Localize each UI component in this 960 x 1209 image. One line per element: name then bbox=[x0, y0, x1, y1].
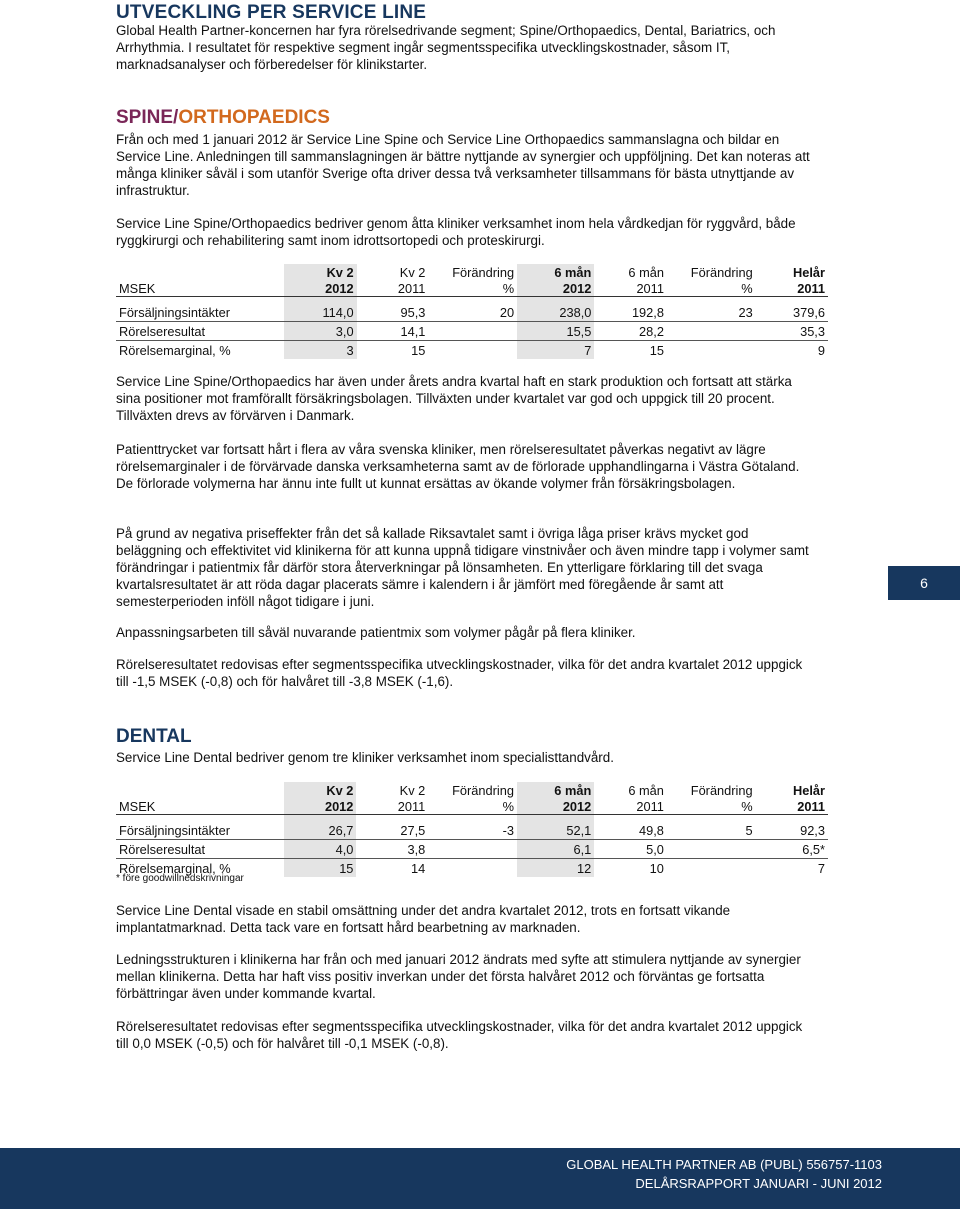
dental-footnote: * före goodwillnedskrivningar bbox=[116, 873, 244, 884]
footer-report-title: DELÅRSRAPPORT JANUARI - JUNI 2012 bbox=[635, 1176, 882, 1191]
col-header: Förändring bbox=[690, 265, 753, 280]
table-cell: 14,1 bbox=[357, 322, 429, 341]
col-header: % bbox=[667, 280, 756, 297]
table-cell: 28,2 bbox=[594, 322, 667, 341]
dental-heading: DENTAL bbox=[116, 726, 192, 747]
table-cell bbox=[667, 840, 756, 859]
row-label: Rörelsemarginal, % bbox=[116, 341, 284, 360]
intro-paragraph: Global Health Partner-koncernen har fyra rörelsedrivande segment; Spine/Orthopaedics, Dental, Bariatrics, och Arrhythmia. I resultatet för respektive segment ingår segmentsspecifika utvecklingskostnader, såsom IT, marknadsanalyser och förberedelser för klinikstarter. bbox=[116, 23, 776, 72]
table-header-row bbox=[116, 264, 828, 280]
col-header: 6 mån bbox=[628, 265, 664, 280]
row-label: Rörelsemarginal, % bbox=[116, 859, 284, 878]
dental-paragraph-4: Rörelseresultatet redovisas efter segmentsspecifika utvecklingskostnader, vilka för det andra kvartalet 2012 uppgick till 0,0 MSEK (-0,5) och för halvåret till -0,1 MSEK (-0,8). bbox=[116, 1019, 803, 1051]
dental-paragraph-3: Ledningsstrukturen i klinikerna har från och med januari 2012 ändrats med syfte att stimulera nyttjande av synergier mellan klinikerna. Detta har haft viss positiv inverkan under det första halvåret 2012 och förväntas ge fortsatta förbättringar även under kommande kvartal. bbox=[116, 952, 801, 1001]
table-cell: 15 bbox=[284, 859, 356, 878]
table-cell: 15 bbox=[357, 341, 429, 360]
row-label: Försäljningsintäkter bbox=[119, 822, 230, 838]
spine-paragraph-5: På grund av negativa priseffekter från det så kallade Riksavtalet samt i övriga låga priser krävs mycket god beläggning och effektivitet vid klinikerna för att kunna uppnå tidigare vinstnivåer och även mindre tapp i volymer samt förändringar i patientmix får därför stora återverkningar på lönsamheten. En ytterligare förklaring till det svaga kvartalsresultatet är att röda dagar placerats sämre i kalendern i år jämfört med föregående år samt att semesterperioden inföll något tidigare i juni. bbox=[116, 526, 809, 609]
table-cell: 35,3 bbox=[756, 322, 828, 341]
page-footer bbox=[0, 1148, 960, 1209]
table-cell: 10 bbox=[594, 859, 667, 878]
table-cell: 192,8 bbox=[631, 304, 664, 320]
col-header: % bbox=[428, 280, 517, 297]
spine-paragraph-7: Rörelseresultatet redovisas efter segmentsspecifika utvecklingskostnader, vilka för det andra kvartalet 2012 uppgick till -1,5 MSEK (-0,8) och för halvåret till -3,8 MSEK (-1,6). bbox=[116, 657, 803, 689]
col-header: 2012 bbox=[284, 280, 356, 297]
row-label: Försäljningsintäkter bbox=[119, 304, 230, 320]
table-header-row bbox=[116, 798, 828, 815]
col-header: 6 mån bbox=[517, 782, 594, 798]
table-cell: -3 bbox=[502, 822, 514, 838]
row-label: Rörelseresultat bbox=[116, 840, 284, 859]
col-header: 2011 bbox=[357, 280, 429, 297]
col-header: 2011 bbox=[356, 798, 428, 815]
table-cell bbox=[428, 840, 517, 859]
table-cell: 7 bbox=[517, 341, 594, 360]
table-cell bbox=[667, 322, 756, 341]
table-cell: 6,5* bbox=[756, 840, 828, 859]
table-cell: 6,1 bbox=[517, 840, 594, 859]
col-header: Förändring bbox=[452, 783, 514, 798]
spine-paragraph-1: Från och med 1 januari 2012 är Service Line Spine och Service Line Orthopaedics sammanslagna och bildar en Service Line. Anledningen till sammanslagningen är bättre nyttjande av synergier och uppföljning. Det kan noteras att många kliniker såväl i som utanför Sverige ofta driver dessa två verksamheter tillsammans för bästa utnyttjande av infrastruktur. bbox=[116, 132, 810, 198]
unit-label: MSEK bbox=[116, 798, 284, 815]
table-cell: 52,1 bbox=[517, 821, 594, 840]
table-row bbox=[116, 341, 828, 360]
table-cell: 26,7 bbox=[284, 821, 356, 840]
table-cell: 20 bbox=[499, 304, 515, 320]
table-cell: 15,5 bbox=[517, 322, 594, 341]
table-cell: 379,6 bbox=[792, 304, 825, 320]
spine-paragraph-6: Anpassningsarbeten till såväl nuvarande patientmix som volymer pågår på flera kliniker. bbox=[116, 625, 636, 640]
table-cell bbox=[667, 859, 756, 878]
dental-paragraph-1: Service Line Dental bedriver genom tre kliniker verksamhet inom specialisttandvård. bbox=[116, 750, 614, 765]
table-cell: 114,0 bbox=[284, 303, 356, 322]
spine-heading bbox=[116, 107, 330, 129]
table-cell bbox=[667, 341, 756, 360]
col-header: 6 mån bbox=[517, 264, 594, 280]
table-cell: 3,8 bbox=[356, 840, 428, 859]
col-header: Helår bbox=[792, 265, 825, 280]
col-header: Kv 2 bbox=[399, 783, 426, 798]
table-cell: 23 bbox=[738, 304, 753, 320]
table-cell bbox=[428, 859, 517, 878]
section-title: UTVECKLING PER SERVICE LINE bbox=[116, 2, 427, 23]
table-cell: 7 bbox=[756, 859, 828, 878]
table-cell: 5,0 bbox=[594, 840, 667, 859]
spine-heading-part1: SPINE/ bbox=[116, 107, 179, 128]
table-cell: 92,3 bbox=[800, 822, 825, 838]
col-header: % bbox=[428, 798, 517, 815]
table-cell: 238,0 bbox=[517, 303, 594, 322]
col-header: 2011 bbox=[756, 280, 828, 297]
col-header: 6 mån bbox=[628, 783, 664, 798]
table-row bbox=[116, 821, 828, 840]
spine-paragraph-3: Service Line Spine/Orthopaedics har även under årets andra kvartal haft en stark produktion och fortsatt att stärka sina positioner mot framförallt försäkringsbolagen. Tillväxten under kvartalet var god och uppgick till 20 procent. Tillväxten drevs av förvärven i Danmark. bbox=[116, 374, 792, 423]
table-cell bbox=[428, 322, 517, 341]
table-cell: 3,0 bbox=[284, 322, 356, 341]
spine-heading-part2: ORTHOPAEDICS bbox=[178, 107, 330, 128]
col-header: 2011 bbox=[594, 798, 667, 815]
col-header: Förändring bbox=[690, 783, 753, 798]
col-header: Kv 2 bbox=[284, 782, 356, 798]
col-header: 2011 bbox=[594, 280, 667, 297]
page-number: 6 bbox=[920, 575, 928, 591]
col-header: 2012 bbox=[517, 798, 594, 815]
col-header: Helår bbox=[792, 783, 825, 798]
table-cell: 49,8 bbox=[638, 822, 664, 838]
col-header: Förändring bbox=[452, 265, 515, 280]
dental-financial-table bbox=[116, 782, 828, 877]
unit-label: MSEK bbox=[116, 280, 284, 297]
table-cell: 95,3 bbox=[400, 304, 426, 320]
table-cell: 4,0 bbox=[284, 840, 356, 859]
table-cell: 9 bbox=[756, 341, 828, 360]
col-header: Kv 2 bbox=[284, 264, 356, 280]
col-header: 2012 bbox=[284, 798, 356, 815]
table-cell: 27,5 bbox=[400, 822, 426, 838]
page-number-badge bbox=[888, 566, 960, 600]
table-cell: 12 bbox=[517, 859, 594, 878]
table-cell: 3 bbox=[284, 341, 356, 360]
table-cell: 15 bbox=[594, 341, 667, 360]
table-header-row bbox=[116, 280, 828, 297]
table-row bbox=[116, 840, 828, 859]
footer-company: GLOBAL HEALTH PARTNER AB (PUBL) 556757-1103 bbox=[566, 1157, 882, 1172]
table-cell: 5 bbox=[745, 822, 753, 838]
spine-financial-table bbox=[116, 264, 828, 359]
col-header: 2012 bbox=[517, 280, 594, 297]
col-header: 2011 bbox=[756, 798, 828, 815]
spine-paragraph-2: Service Line Spine/Orthopaedics bedriver genom åtta kliniker verksamhet inom hela vårdkedjan för ryggvård, både ryggkirurgi och rehabilitering samt inom idrottsortopedi och proteskirurgi. bbox=[116, 216, 796, 248]
table-row bbox=[116, 303, 828, 322]
spine-paragraph-4: Patienttrycket var fortsatt hårt i flera av våra svenska kliniker, men rörelseresultatet påverkas negativt av lägre rörelsemarginaler i de förvärvade danska verksamheterna samt av de förlorade upphandlingarna i Västra Götaland. De förlorade volymerna har ännu inte fullt ut kunnat ersättas av ökande volymer från försäkringsbolagen. bbox=[116, 442, 800, 491]
table-header-row bbox=[116, 782, 828, 798]
table-cell: 14 bbox=[356, 859, 428, 878]
row-label: Rörelseresultat bbox=[116, 322, 284, 341]
table-cell bbox=[428, 341, 517, 360]
table-row bbox=[116, 322, 828, 341]
col-header: % bbox=[667, 798, 756, 815]
dental-paragraph-2: Service Line Dental visade en stabil omsättning under det andra kvartalet 2012, trots en fortsatt vikande implantatmarknad. Detta tack vare en fortsatt hård bearbetning av marknaden. bbox=[116, 903, 731, 935]
col-header: Kv 2 bbox=[399, 265, 426, 280]
